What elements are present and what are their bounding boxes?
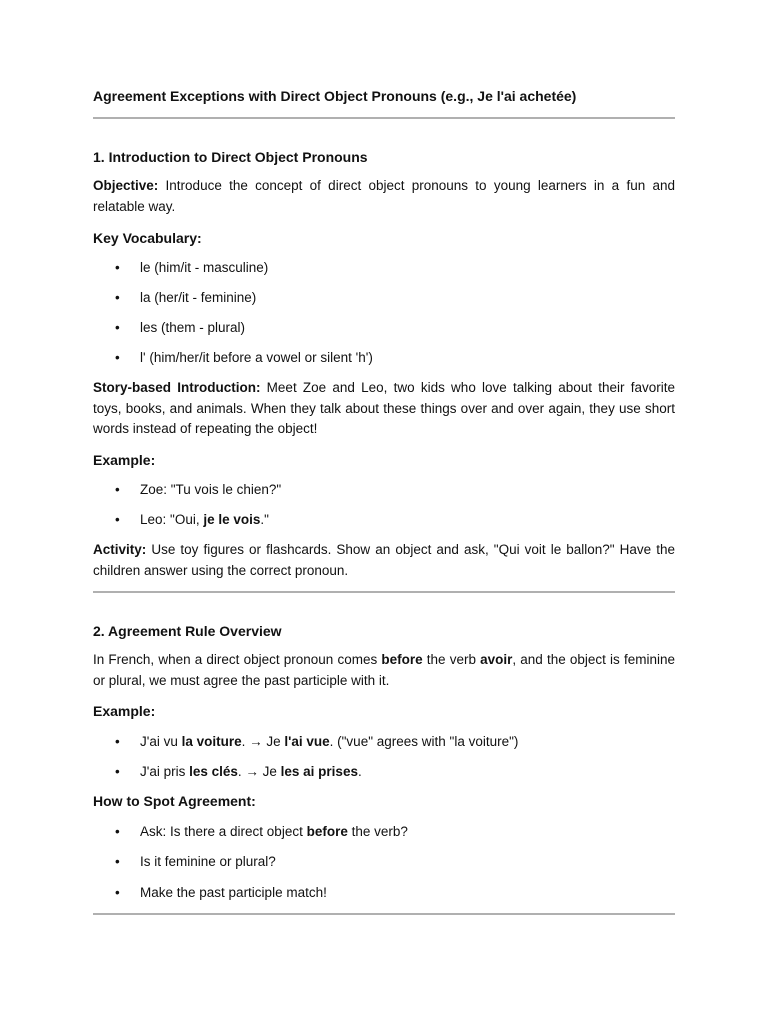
example-label: Example: <box>93 703 156 719</box>
example-text: . <box>357 764 362 779</box>
spot-text: the verb? <box>347 824 408 839</box>
bullet-dot: • <box>115 512 120 527</box>
section-heading-1: 1. Introduction to Direct Object Pronouns <box>93 149 368 165</box>
spot-item: Make the past participle match! <box>140 885 327 900</box>
example-bold: l'ai vue <box>284 734 330 749</box>
example-text: Leo: "Oui, <box>140 512 204 527</box>
bullet-dot: • <box>115 350 120 365</box>
objective-label: Objective: <box>93 178 159 193</box>
divider <box>93 117 675 119</box>
bullet-dot: • <box>115 482 120 497</box>
example-text: J'ai pris <box>140 764 190 779</box>
example-item <box>140 733 518 751</box>
example-label: Example: <box>93 452 156 468</box>
story-label: Story-based Introduction: <box>93 380 261 395</box>
vocab-item: les (them - plural) <box>140 320 246 335</box>
objective-paragraph <box>93 176 675 217</box>
bullet-dot: • <box>115 854 120 869</box>
story-text: Meet Zoe and Leo, two kids who love talking about their favorite toys, books, and animals. When they talk about these things over and over again, they use short words instead of repeating the object! <box>93 380 676 436</box>
example-item <box>140 763 362 781</box>
rule-bold: before <box>381 652 423 667</box>
example-bold: je le vois <box>203 512 261 527</box>
example-text: ." <box>260 512 269 527</box>
example-text: . → Je <box>237 764 281 779</box>
bullet-dot: • <box>115 734 120 749</box>
vocab-item: le (him/it - masculine) <box>140 260 269 275</box>
story-paragraph <box>93 378 675 440</box>
divider <box>93 591 675 593</box>
spot-item <box>140 823 408 841</box>
spot-text: Ask: Is there a direct object <box>140 824 307 839</box>
spot-bold: before <box>306 824 348 839</box>
section-heading-2: 2. Agreement Rule Overview <box>93 623 282 639</box>
rule-paragraph <box>93 650 675 691</box>
bullet-dot: • <box>115 320 120 335</box>
example-text: J'ai vu <box>140 734 182 749</box>
spot-label: How to Spot Agreement: <box>93 793 256 809</box>
rule-text: , and the object is feminine or plural, we must agree the past participle with it. <box>93 652 675 688</box>
example-item <box>140 511 269 529</box>
bullet-dot: • <box>115 290 120 305</box>
vocab-item: la (her/it - feminine) <box>140 290 257 305</box>
vocab-label: Key Vocabulary: <box>93 230 202 246</box>
activity-label: Activity: <box>93 542 147 557</box>
rule-text: In French, when a direct object pronoun comes <box>93 652 382 667</box>
example-bold: les clés <box>189 764 238 779</box>
activity-paragraph <box>93 540 675 581</box>
objective-text: Introduce the concept of direct object pronouns to young learners in a fun and relatable way. <box>93 178 675 214</box>
vocab-item: l' (him/her/it before a vowel or silent 'h') <box>140 350 373 365</box>
example-bold: la voiture <box>181 734 242 749</box>
rule-text: the verb <box>422 652 481 667</box>
bullet-dot: • <box>115 260 120 275</box>
spot-item: Is it feminine or plural? <box>140 854 276 869</box>
example-text: . → Je <box>241 734 285 749</box>
activity-text: Use toy figures or flashcards. Show an object and ask, "Qui voit le ballon?" Have the children answer using the correct pronoun. <box>93 542 675 578</box>
rule-bold: avoir <box>480 652 513 667</box>
bullet-dot: • <box>115 764 120 779</box>
document-title: Agreement Exceptions with Direct Object Pronouns (e.g., Je l'ai achetée) <box>93 88 577 104</box>
bullet-dot: • <box>115 885 120 900</box>
example-text: . ("vue" agrees with "la voiture") <box>329 734 519 749</box>
bullet-dot: • <box>115 824 120 839</box>
example-bold: les ai prises <box>280 764 358 779</box>
example-item: Zoe: "Tu vois le chien?" <box>140 482 282 497</box>
divider <box>93 913 675 915</box>
